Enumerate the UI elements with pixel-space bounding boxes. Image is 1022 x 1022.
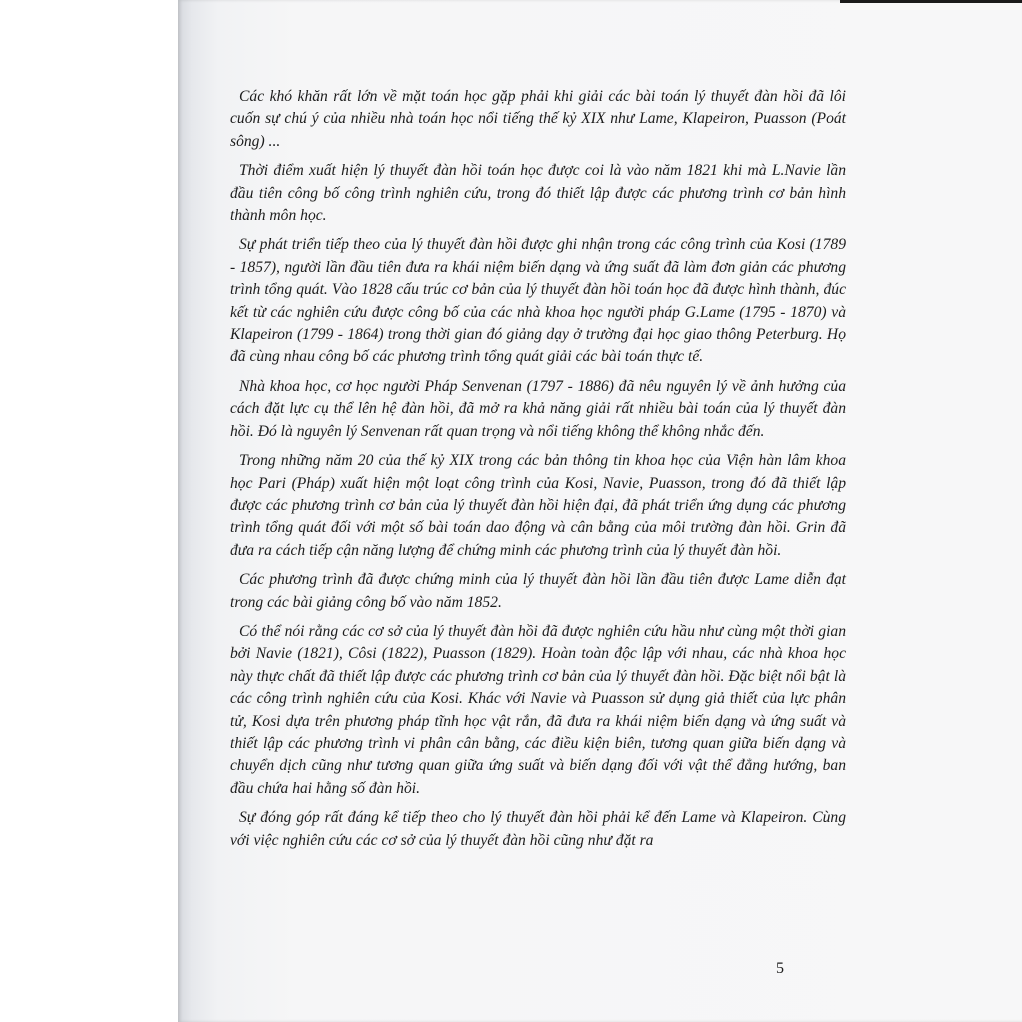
body-text: [230, 86, 846, 859]
paragraph-3: Sự phát triển tiếp theo của lý thuyết đàn hồi được ghi nhận trong các công trình của Kosi (1789 - 1857), người lần đầu tiên đưa ra khái niệm biến dạng và ứng suất đã làm đơn giản các phương trình tổng quát. Vào 1828 cấu trúc cơ bản của lý thuyết đàn hồi toán học đã được hình thành, đúc kết từ các nghiên cứu được công bố của các nhà khoa học người pháp G.Lame (1795 - 1870) và Klapeiron (1799 - 1864) trong thời gian đó giảng dạy ở trường đại học giao thông Peterburg. Họ đã cùng nhau công bố các phương trình tổng quát giải các bài toán thực tế.: [230, 236, 846, 366]
paragraph-8: Sự đóng góp rất đáng kể tiếp theo cho lý thuyết đàn hồi phải kể đến Lame và Klapeiron. Cùng với việc nghiên cứu các cơ sở của lý thuyết đàn hồi cũng như đặt ra: [230, 809, 846, 849]
page-top-edge-shadow: [840, 0, 1022, 3]
paragraph-6: Các phương trình đã được chứng minh của lý thuyết đàn hồi lần đầu tiên được Lame diễn đạt trong các bài giảng công bố vào năm 1852.: [230, 571, 846, 611]
paragraph-1: Các khó khăn rất lớn về mặt toán học gặp phải khi giải các bài toán lý thuyết đàn hồi đã lôi cuốn sự chú ý của nhiều nhà toán học nổi tiếng thế kỷ XIX như Lame, Klapeiron, Puasson (Poát sông) ...: [230, 88, 846, 150]
book-page: [178, 0, 1022, 1022]
page-number: 5: [776, 960, 784, 977]
paragraph-4: Nhà khoa học, cơ học người Pháp Senvenan (1797 - 1886) đã nêu nguyên lý về ảnh hưởng của cách đặt lực cụ thể lên hệ đàn hồi, đã mở ra khả năng giải rất nhiều bài toán của lý thuyết đàn hồi. Đó là nguyên lý Senvenan rất quan trọng và nổi tiếng không thể không nhắc đến.: [230, 377, 846, 440]
paragraph-7: Có thể nói rằng các cơ sở của lý thuyết đàn hồi đã được nghiên cứu hầu như cùng một thời gian bởi Navie (1821), Côsi (1822), Puasson (1829). Hoàn toàn độc lập với nhau, các nhà khoa học này thực chất đã thiết lập được các phương trình cơ bản của lý thuyết đàn hồi. Đặc biệt nổi bật là các công trình nghiên cứu của Kosi. Khác với Navie và Puasson sử dụng giả thiết của lực phân tử, Kosi dựa trên phương pháp tĩnh học vật rắn, đã đưa ra khái niệm biến dạng và ứng suất và thiết lập các phương trình vi phân cân bằng, các điều kiện biên, tương quan giữa biến dạng và chuyển dịch cũng như tương quan giữa ứng suất và biến dạng đối với vật thể đẳng hướng, ban đầu chứa hai hằng số đàn hồi.: [230, 622, 846, 797]
paragraph-2: Thời điểm xuất hiện lý thuyết đàn hồi toán học được coi là vào năm 1821 khi mà L.Navie lần đầu tiên công bố công trình nghiên cứu, trong đó thiết lập được các phương trình cơ bản hình thành môn học.: [230, 162, 846, 225]
paragraph-5: Trong những năm 20 của thế kỷ XIX trong các bản thông tin khoa học của Viện hàn lâm khoa học Pari (Pháp) xuất hiện một loạt công trình của Kosi, Navie, Puasson, trong đó đã thiết lập được các phương trình cơ bản của lý thuyết đàn hồi hiện đại, đã phát triển ứng dụng các phương trình tổng quát đối với một số bài toán dao động và cân bằng của môi trường đàn hồi. Grin đã đưa ra cách tiếp cận năng lượng để chứng minh các phương trình của lý thuyết đàn hồi.: [230, 452, 846, 559]
